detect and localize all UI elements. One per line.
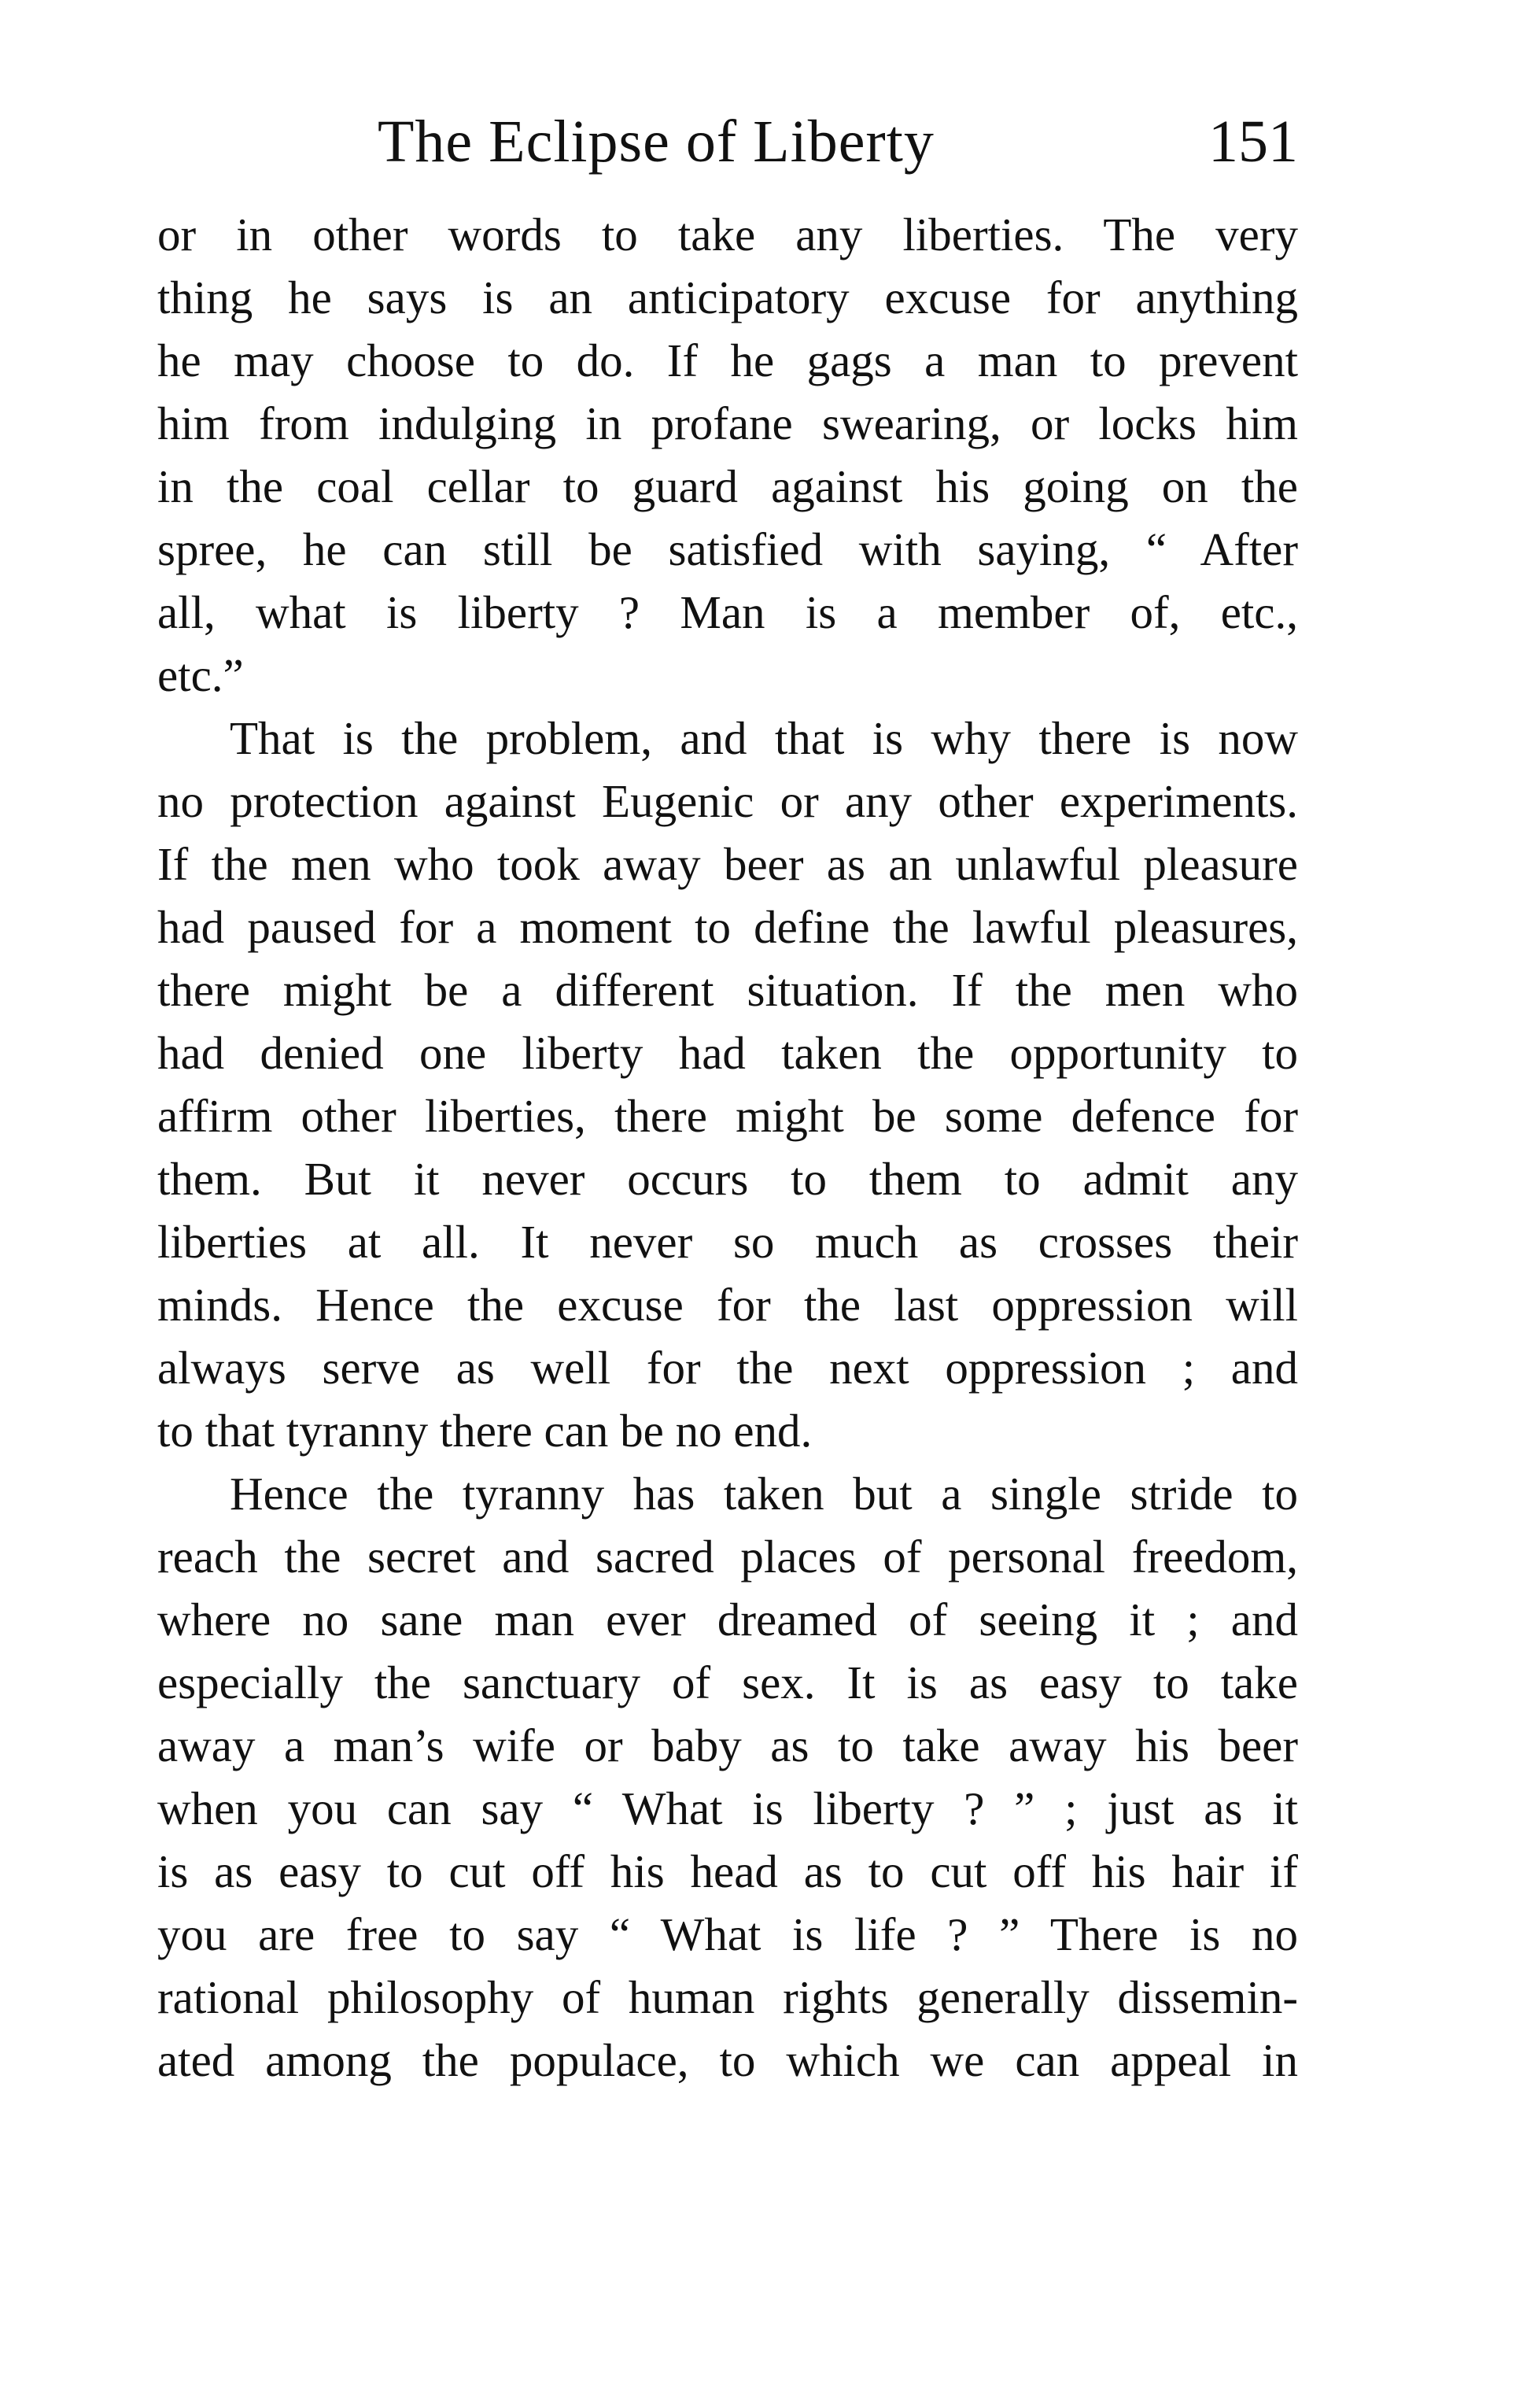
- text-body: [157, 203, 1298, 2092]
- text-line: he may choose to do. If he gags a man to prevent: [157, 334, 1298, 386]
- text-line: no protection against Eugenic or any other experiments.: [157, 775, 1298, 827]
- page-number: 151: [1208, 109, 1298, 175]
- paragraph-2: [157, 707, 1298, 1462]
- text-line: where no sane man ever dreamed of seeing it ; and: [157, 1594, 1298, 1645]
- text-line: all, what is liberty ? Man is a member of, etc.,: [157, 586, 1298, 638]
- running-head: [157, 102, 1298, 181]
- text-line: That is the problem, and that is why there is now: [230, 712, 1298, 764]
- paragraph-1: [157, 203, 1298, 707]
- text-line: there might be a different situation. If the men who: [157, 964, 1298, 1016]
- text-line: to that tyranny there can be no end.: [157, 1405, 813, 1457]
- text-line: had denied one liberty had taken the opportunity to: [157, 1027, 1298, 1079]
- text-line: ated among the populace, to which we can appeal in: [157, 2034, 1298, 2086]
- text-line: affirm other liberties, there might be some defence for: [157, 1090, 1298, 1142]
- paragraph-3: [157, 1462, 1298, 2092]
- text-line: is as easy to cut off his head as to cut off his hair if: [157, 1845, 1298, 1897]
- text-line: If the men who took away beer as an unlawful pleasure: [157, 838, 1298, 890]
- text-line: when you can say “ What is liberty ? ” ; just as it: [157, 1782, 1298, 1834]
- text-line: liberties at all. It never so much as crosses their: [157, 1216, 1298, 1268]
- text-line: thing he says is an anticipatory excuse for anything: [157, 271, 1298, 323]
- text-line: them. But it never occurs to them to admit any: [157, 1153, 1298, 1205]
- text-line: etc.”: [157, 649, 244, 701]
- text-line: or in other words to take any liberties. The very: [157, 209, 1298, 260]
- text-line: in the coal cellar to guard against his going on the: [157, 460, 1298, 512]
- text-line: especially the sanctuary of sex. It is as easy to take: [157, 1656, 1298, 1708]
- text-line: minds. Hence the excuse for the last oppression will: [157, 1279, 1298, 1331]
- running-title: The Eclipse of Liberty: [378, 109, 935, 175]
- text-line: Hence the tyranny has taken but a single stride to: [230, 1468, 1298, 1520]
- text-line: rational philosophy of human rights generally dissemin-: [157, 1971, 1298, 2023]
- text-line: you are free to say “ What is life ? ” There is no: [157, 1908, 1298, 1960]
- text-line: spree, he can still be satisfied with saying, “ After: [157, 523, 1298, 575]
- text-line: away a man’s wife or baby as to take away his beer: [157, 1719, 1298, 1771]
- text-line: him from indulging in profane swearing, or locks him: [157, 397, 1298, 449]
- text-line: always serve as well for the next oppression ; and: [157, 1342, 1298, 1394]
- text-line: had paused for a moment to define the lawful pleasures,: [157, 901, 1298, 953]
- text-line: reach the secret and sacred places of personal freedom,: [157, 1531, 1298, 1583]
